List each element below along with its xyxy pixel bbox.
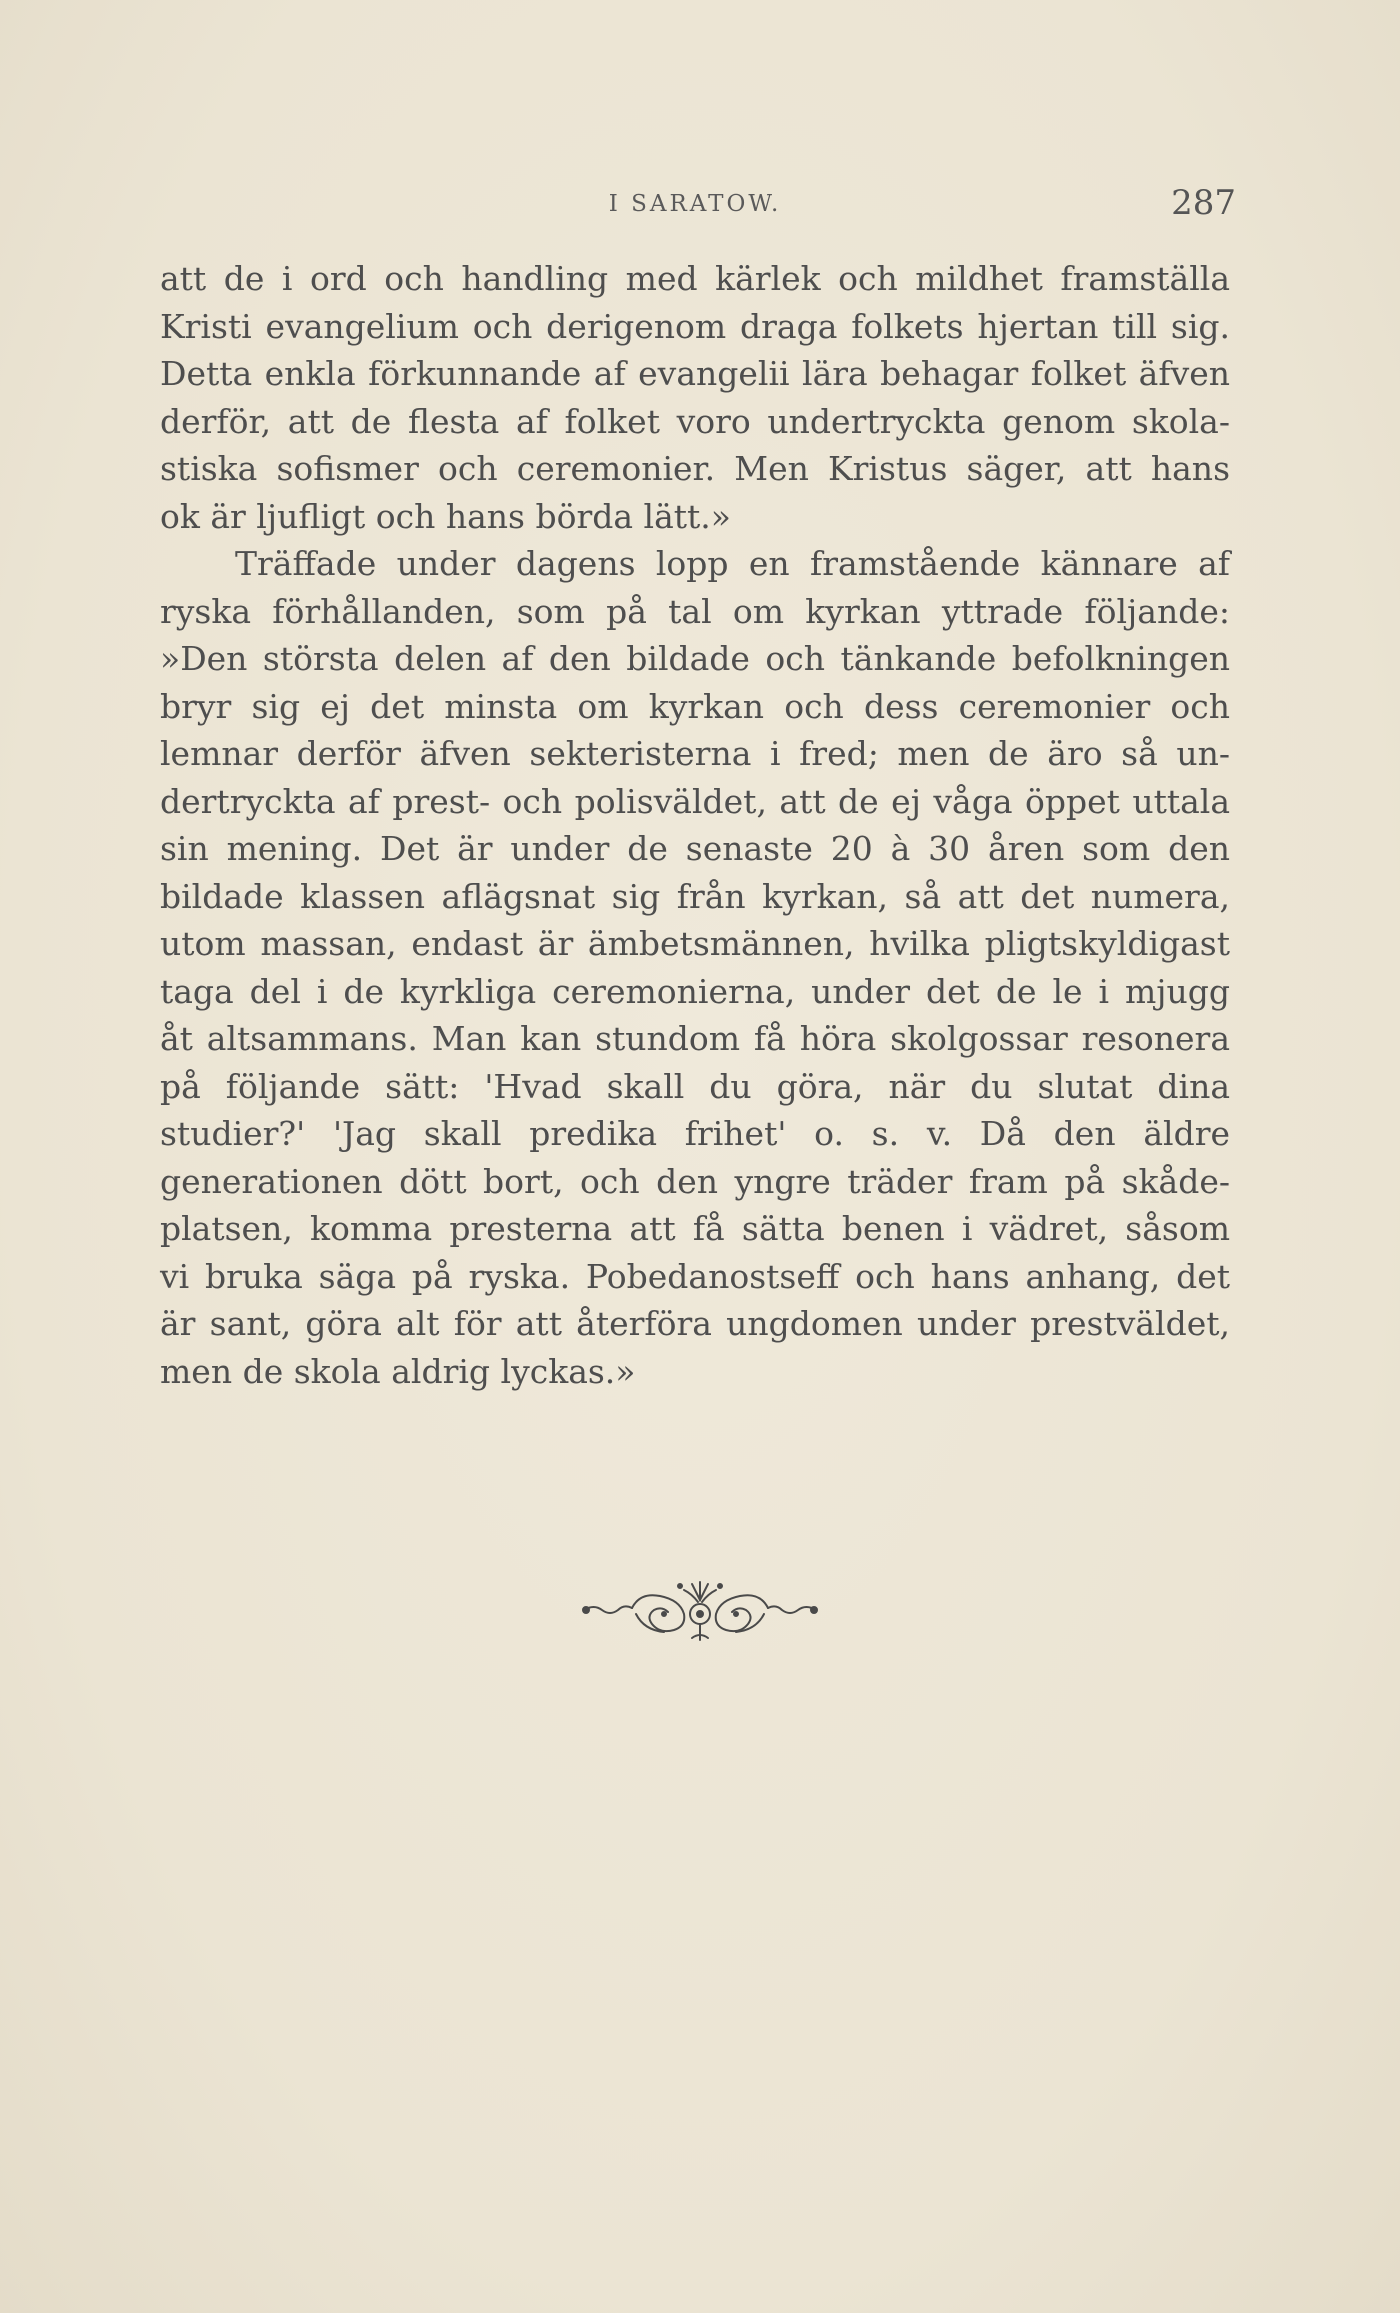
text-line: utom massan, endast är ämbetsmännen, hvilka pligtskyldigast bbox=[160, 924, 1230, 963]
text-line: vi bruka säga på ryska. Pobedanostseff och hans anhang, det bbox=[160, 1256, 1230, 1296]
text-line: generationen dött bort, och den yngre träder fram på skåde- bbox=[160, 1161, 1230, 1201]
text-line: bryr sig ej det minsta om kyrkan och dess ceremonier och bbox=[160, 686, 1230, 726]
text-line: ok är ljufligt och hans börda lätt.» bbox=[160, 496, 731, 536]
text-line: sin mening. Det är under de senaste 20 à 30 åren som den bbox=[160, 829, 1230, 868]
running-title: I SARATOW. bbox=[608, 191, 782, 217]
floral-tailpiece-ornament-icon bbox=[580, 1570, 820, 1650]
text-line: taga del i de kyrkliga ceremonierna, under det de le i mjugg bbox=[160, 971, 1230, 1011]
running-head bbox=[160, 183, 1236, 223]
text-line: att de i ord och handling med kärlek och mildhet framställa bbox=[160, 259, 1230, 298]
text-line: Kristi evangelium och derigenom draga folkets hjertan till sig. bbox=[160, 306, 1230, 346]
text-line: bildade klassen aflägsnat sig från kyrkan, så att det numera, bbox=[160, 876, 1230, 916]
text-line: Detta enkla förkunnande af evangelii lära behagar folket äfven bbox=[160, 354, 1230, 393]
text-line: derför, att de flesta af folket voro undertryckta genom skola- bbox=[160, 401, 1230, 441]
text-line: dertryckta af prest- och polisväldet, att de ej våga öppet uttala bbox=[160, 781, 1230, 821]
text-line: ryska förhållanden, som på tal om kyrkan yttrade följande: bbox=[160, 591, 1230, 631]
text-line: stiska sofismer och ceremonier. Men Kristus säger, att hans bbox=[160, 449, 1230, 488]
text-line: platsen, komma presterna att få sätta benen i vädret, såsom bbox=[160, 1209, 1230, 1248]
text-line: studier?' 'Jag skall predika frihet' o. s. v. Då den äldre bbox=[160, 1114, 1230, 1153]
body-text bbox=[160, 255, 1230, 1395]
text-line: Träffade under dagens lopp en framstående kännare af bbox=[235, 544, 1230, 583]
text-line: åt altsammans. Man kan stundom få höra skolgossar resonera bbox=[160, 1019, 1230, 1058]
paragraph bbox=[160, 255, 1230, 540]
text-line: är sant, göra alt för att återföra ungdomen under prestväldet, bbox=[160, 1304, 1230, 1343]
page-number: 287 bbox=[1171, 183, 1236, 223]
text-line: »Den största delen af den bildade och tänkande befolkningen bbox=[160, 639, 1230, 678]
text-line: men de skola aldrig lyckas.» bbox=[160, 1351, 636, 1391]
text-line: lemnar derför äfven sekteristerna i fred; men de äro så un- bbox=[160, 734, 1230, 773]
text-line: på följande sätt: 'Hvad skall du göra, när du slutat dina bbox=[160, 1066, 1230, 1106]
paragraph bbox=[160, 540, 1230, 1395]
